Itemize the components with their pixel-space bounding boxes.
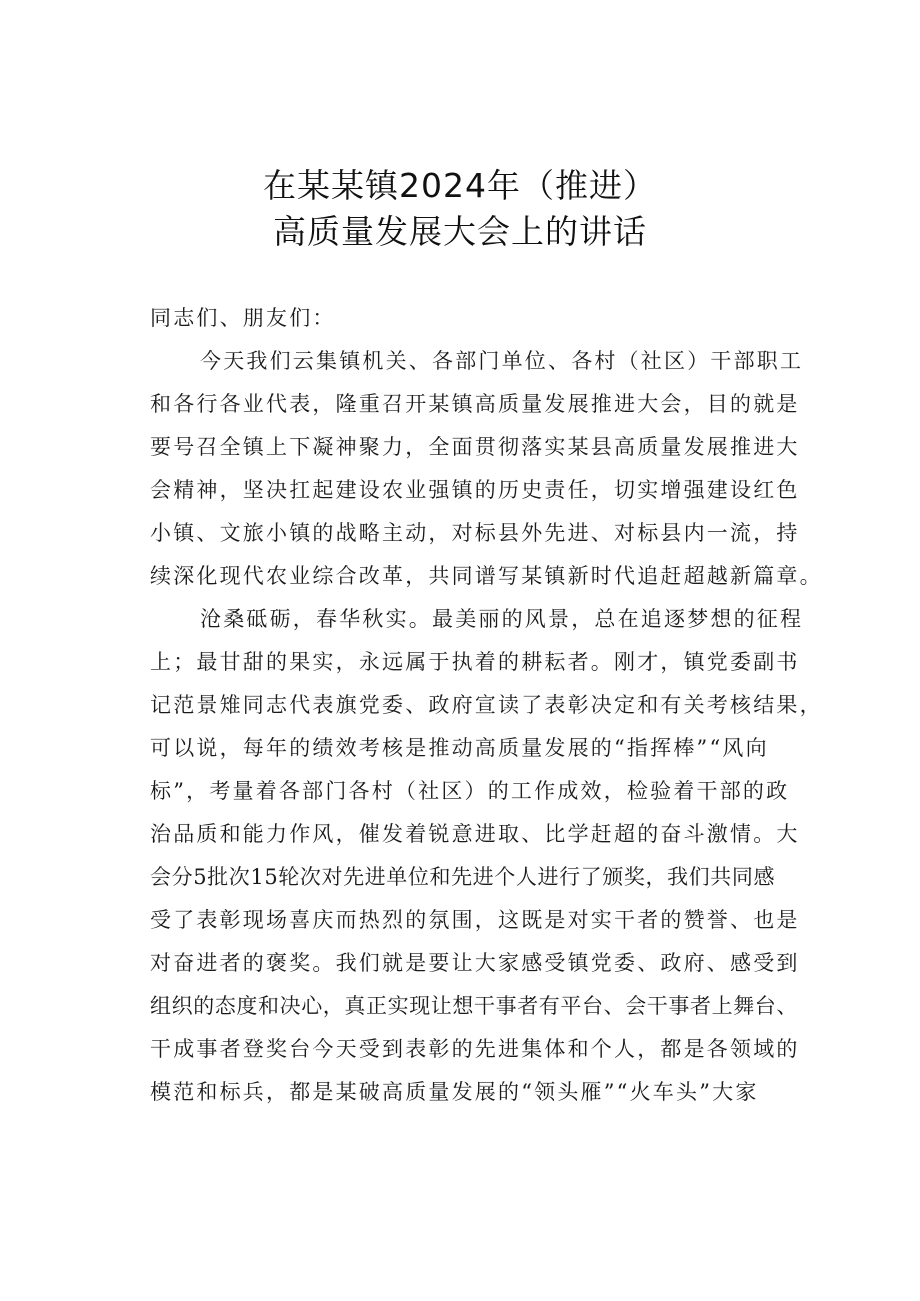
paragraph-line: 记范景雉同志代表旗党委、政府宣读了表彰决定和有关考核结果， bbox=[150, 693, 823, 717]
salutation: 同志们、朋友们： bbox=[150, 306, 336, 330]
paragraph-line: 标”，考量着各部门各村（社区）的工作成效，检验着干部的政 bbox=[150, 779, 790, 803]
document-title-line-1: 在某某镇2024年（推进） bbox=[263, 166, 657, 205]
document-body bbox=[150, 297, 823, 1114]
paragraph-line: 会分5批次15轮次对先进单位和先进个人进行了颁奖，我们共同感 bbox=[150, 865, 776, 889]
paragraph-2 bbox=[150, 598, 823, 1114]
paragraph-line: 会精神，坚决扛起建设农业强镇的历史责任，切实增强建设红色 bbox=[150, 478, 800, 502]
paragraph-line: 和各行各业代表，隆重召开某镇高质量发展推进大会，目的就是 bbox=[150, 392, 800, 416]
paragraph-line: 组织的态度和决心，真正实现让想干事者有平台、会干事者上舞台、 bbox=[150, 994, 798, 1018]
paragraph-line: 上；最甘甜的果实，永远属于执着的耕耘者。刚才，镇党委副书 bbox=[150, 650, 800, 674]
paragraph-line: 干成事者登奖台今天受到表彰的先进集体和个人，都是各领域的 bbox=[150, 1037, 800, 1061]
paragraph-line: 治品质和能力作风，催发着锐意进取、比学赶超的奋斗激情。大 bbox=[150, 822, 800, 846]
paragraph-line: 可以说，每年的绩效考核是推动高质量发展的“指挥棒”“风向 bbox=[150, 736, 769, 760]
paragraph-line: 对奋进者的褒奖。我们就是要让大家感受镇党委、政府、感受到 bbox=[150, 951, 800, 975]
paragraph-line: 续深化现代农业综合改革，共同谱写某镇新时代追赶超越新篇章。 bbox=[150, 564, 823, 588]
paragraph-line: 小镇、文旅小镇的战略主动，对标县外先进、对标县内一流，持 bbox=[150, 521, 800, 545]
paragraph-line: 沧桑砥砺，春华秋实。最美丽的风景，总在追逐梦想的征程 bbox=[200, 607, 804, 631]
paragraph-line: 今天我们云集镇机关、各部门单位、各村（社区）干部职工 bbox=[200, 349, 804, 373]
document-title-line-2: 高质量发展大会上的讲话 bbox=[273, 212, 647, 251]
paragraph-line: 受了表彰现场喜庆而热烈的氛围，这既是对实干者的赞誉、也是 bbox=[150, 908, 800, 932]
paragraph-line: 模范和标兵，都是某破高质量发展的“领头雁”“火车头”大家 bbox=[150, 1080, 759, 1104]
paragraph-1 bbox=[150, 340, 823, 598]
paragraph-line: 要号召全镇上下凝神聚力，全面贯彻落实某县高质量发展推进大 bbox=[150, 435, 800, 459]
